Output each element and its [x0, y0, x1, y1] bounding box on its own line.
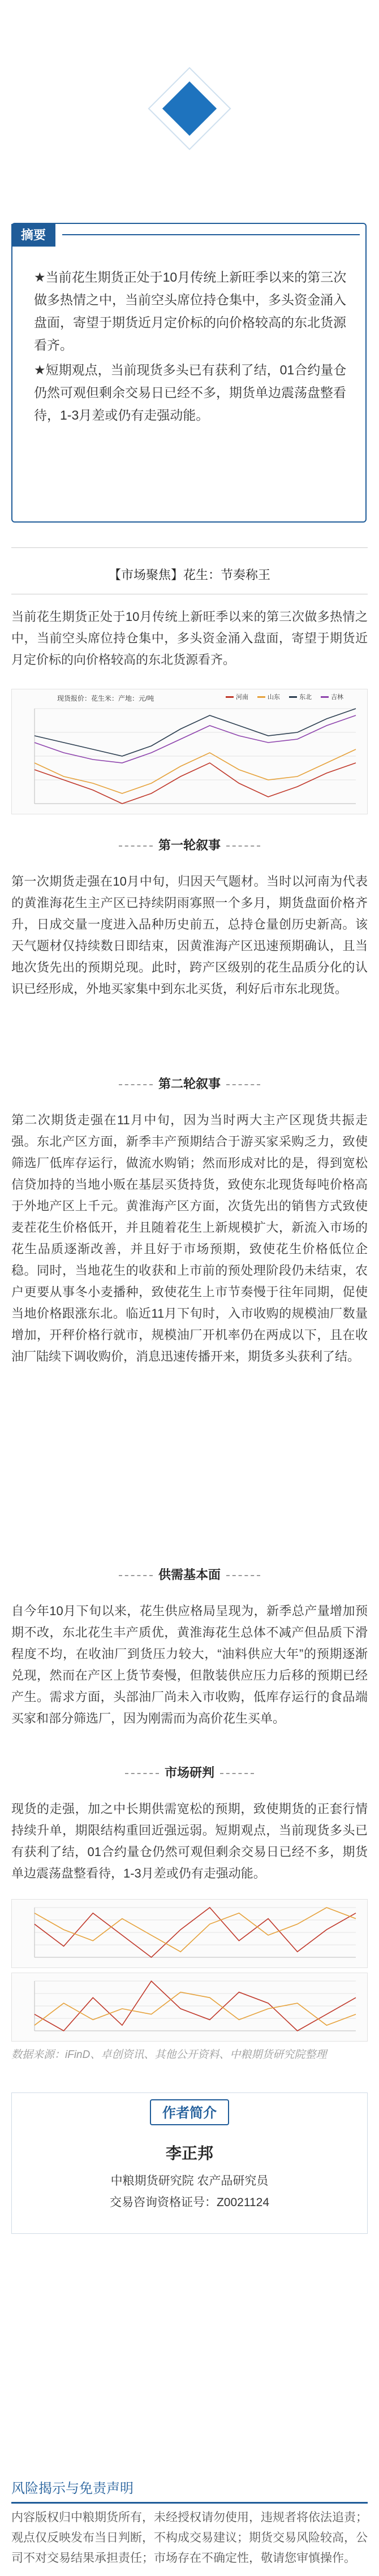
- price-chart-1: [11, 689, 368, 814]
- focus-intro: 当前花生期货正处于10月传统上新旺季以来的第三次做多热情之中，当前空头席位持仓集中，多头资金涌入盘面，寄望于期货近月定价标的向价格较高的东北货源看齐。: [11, 610, 368, 667]
- risk-title: 风险揭示与免责声明: [11, 2481, 133, 2496]
- round1-body: 第一次期货走强在10月中旬，归因天气题材。当时以河南为代表的黄淮海花生主产区已持续阴雨寡照一个多月，期货盘面价格齐升，日成交量一度进入品种历史前五，总持仓量创历史新高。该天气题材仅持续数日即结束，因黄淮海产区迅速预期确认，且当地次货先出的预期兑现。此时，跨产区级别的花生品质分化的认识已经形成，外地买家集中到东北买货，利好后市东北现货。: [11, 874, 368, 996]
- price-chart-3: [11, 1973, 368, 2042]
- source-note: 数据来源：iFinD、卓创资讯、其他公开资料、中粮期货研究院整理: [11, 2049, 327, 2061]
- legend-label: 吉林: [331, 694, 343, 701]
- summary-point-2: ★短期观点，当前现货多头已有获利了结，01合约量仓仍然可观但剩余交易日已经不多，期货单边震荡盘整看待，1-3月差或仍有走强动能。: [34, 363, 347, 422]
- focus-title: 【市场聚焦】花生：节奏称王: [108, 568, 270, 582]
- legend-swatch: [321, 696, 329, 698]
- summary-text: [34, 266, 350, 429]
- summary-point-1: ★当前花生期货正处于10月传统上新旺季以来的第三次做多热情之中，当前空头席位持仓集中，多头资金涌入盘面，寄望于期货近月定价标的向价格较高的东北货源看齐。: [34, 270, 347, 352]
- chart-title: 现货报价：花生米：产地：元/吨: [57, 694, 154, 702]
- price-chart-2-svg: [12, 1900, 367, 1967]
- supply-heading: 供需基本面: [0, 1565, 379, 1583]
- risk-body: 内容版权归中粮期货所有，未经授权请勿使用，违规者将依法追责；观点仅反映发布当日判断，不构成交易建议；期货交易风险较高，公司不对交易结果承担责任；市场存在不确定性，敬请您审慎操作。: [11, 2511, 368, 2565]
- price-chart-3-svg: [12, 1973, 367, 2041]
- divider: [11, 547, 368, 548]
- risk-rule: [11, 2502, 368, 2504]
- hero-banner: [0, 0, 379, 204]
- price-chart-2: [11, 1899, 368, 1968]
- price-chart-1-svg: [12, 689, 367, 814]
- legend-swatch: [257, 696, 265, 698]
- author-name: 李正邦: [165, 2144, 213, 2162]
- round2-heading: 第二轮叙事: [0, 1075, 379, 1092]
- outlook-body: 现货的走强，加之中长期供需宽松的预期，致使期货的正套行情持续升单，期限结构重回近强远弱。短期观点，当前现货多头已有获利了结，01合约量仓仍然可观但剩余交易日已经不多，期货单边震荡盘整看待，1-3月差或仍有走强动能。: [11, 1802, 368, 1880]
- author-license: 交易咨询资格证号：Z0021124: [109, 2196, 270, 2209]
- summary-rule: [62, 234, 360, 235]
- round1-heading: 第一轮叙事: [0, 836, 379, 853]
- legend-label: 东北: [299, 694, 312, 701]
- supply-body: 自今年10月下旬以来，花生供应格局呈现为，新季总产量增加预期不改，东北花生丰产质优，黄淮海花生总体不减产但品质下滑程度不均，在收油厂到货压力较大，“油料供应大年”的预期逐渐兑现，然而在产区上货节奏慢，但散装供应压力后移的预期已经产生。需求方面，头部油厂尚未入市收购，低库存运行的食品端买家和部分筛选厂，因为刚需而为高价花生买单。: [11, 1604, 368, 1725]
- author-org: 中粮期货研究院 农产品研究员: [110, 2174, 269, 2187]
- legend-swatch: [226, 696, 234, 698]
- legend-label: 河南: [236, 694, 248, 701]
- author-section-title: 作者简介: [150, 2099, 229, 2125]
- series-line-1: [35, 763, 356, 804]
- legend-swatch: [289, 696, 297, 698]
- outlook-heading: 市场研判: [0, 1763, 379, 1781]
- legend-label: 山东: [268, 694, 280, 701]
- summary-tab: 摘要: [11, 224, 55, 247]
- diamond-logo-icon: [160, 79, 219, 138]
- round2-body: 第二次期货走强在11月中旬，因为当时两大主产区现货共振走强。东北产区方面，新季丰产预期结合于游买家采购乏力，致使筛选厂低库存运行，做流水购销；然而形成对比的是，得到宽松信贷加持的当地小贩在基层买货持货，致使东北现货每吨价格高于外地产区上千元。黄淮海产区方面，次货先出的销售方式致使麦茬花生价格低开，并且随着花生上新规模扩大，新流入市场的花生品质逐渐改善，并且好于市场预期，致使花生价格低位企稳。同时，当地花生的收获和上市前的预处理阶段仍未结束，农户更要从事冬小麦播种，致使花生上市节奏慢于往年同期，促使当地价格跟涨东北。临近11月下旬时，入市收购的规模油厂数量增加，开秤价格行就市，规模油厂开机率仍在两成以下，且在收油厂陆续下调收购价，消息迅速传播开来，期货多头获利了结。: [11, 1113, 368, 1363]
